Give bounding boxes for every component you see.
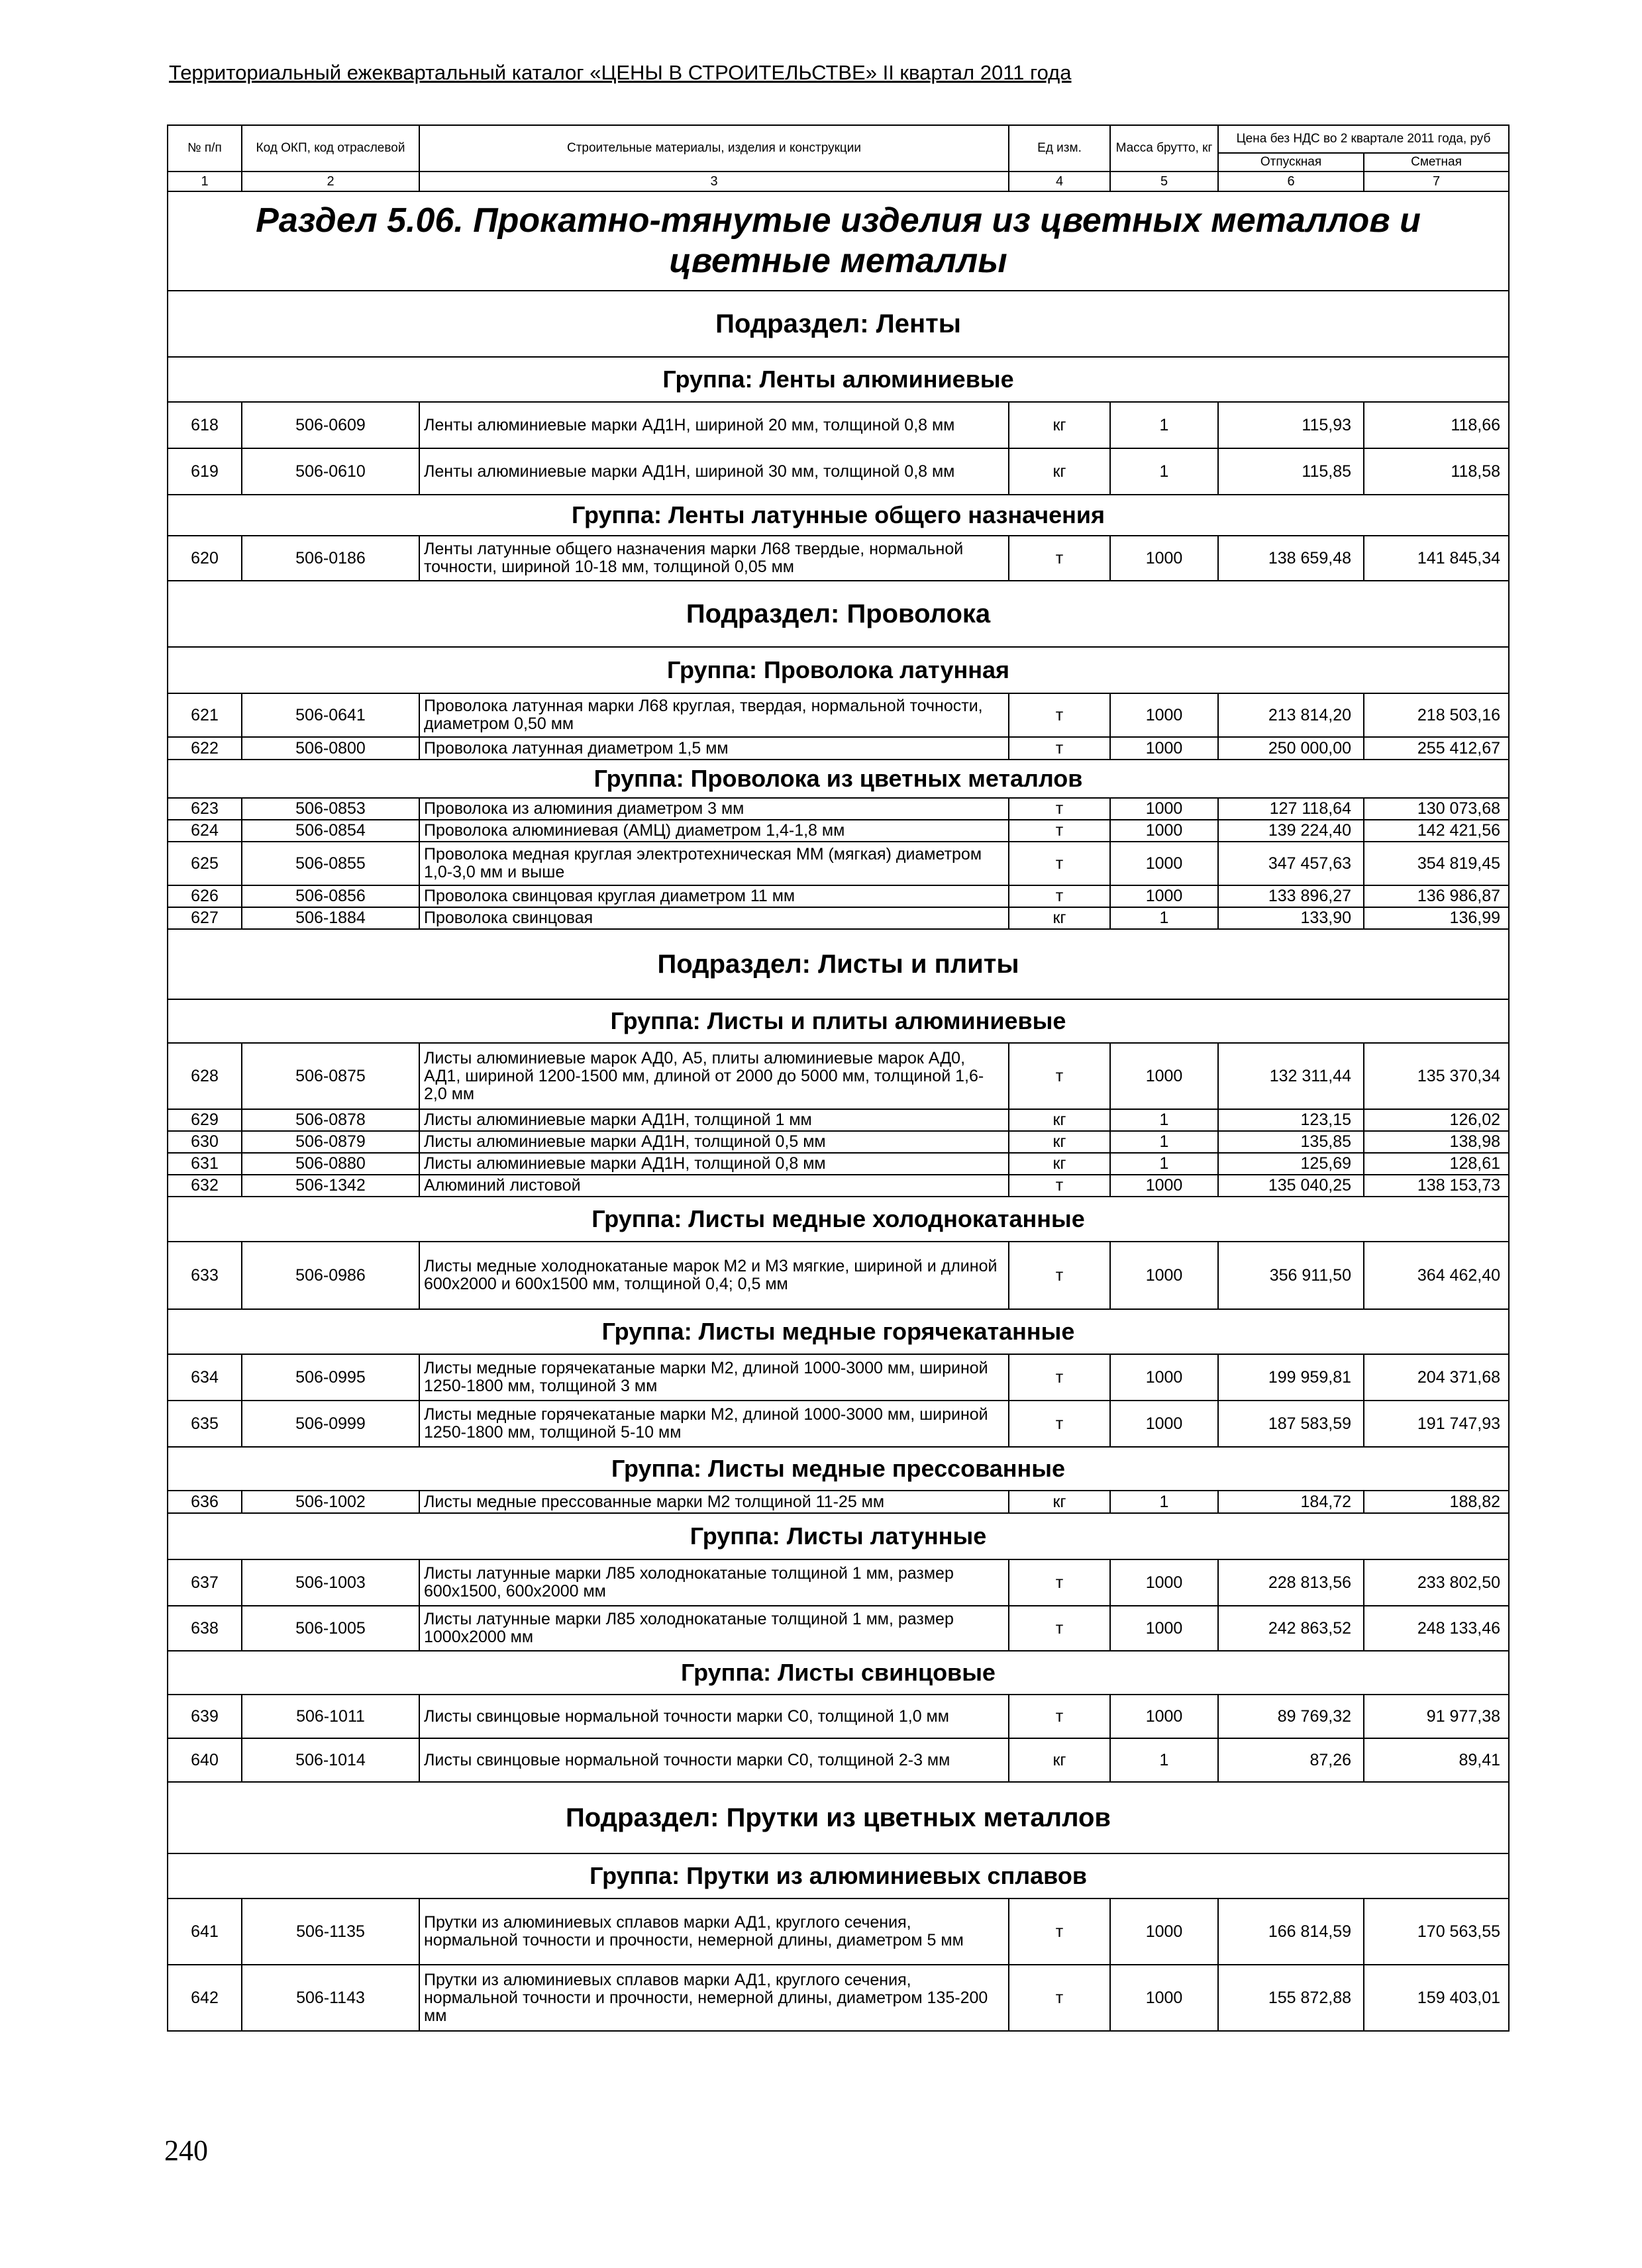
cell-name: Проволока свинцовая круглая диаметром 11 мм [419,885,1009,907]
cell-code: 506-0609 [242,402,419,448]
cell-name: Ленты латунные общего назначения марки Л68 твердые, нормальной точности, шириной 10-18 мм, толщиной 0,05 мм [419,536,1009,581]
cell-number: 632 [168,1175,242,1197]
cell-price-estimate: 136 986,87 [1364,885,1509,907]
cell-mass: 1 [1110,1109,1218,1131]
table-row [168,1965,1509,2031]
cell-price-estimate: 233 802,50 [1364,1559,1509,1606]
cell-price-estimate: 191 747,93 [1364,1401,1509,1447]
cell-code: 506-1011 [242,1695,419,1738]
subsection-title: Подраздел: Проволока [168,581,1509,647]
group-title: Группа: Листы медные горячекатанные [168,1309,1509,1354]
cell-name: Листы алюминиевые марки АД1Н, толщиной 0,5 мм [419,1131,1009,1153]
cell-unit: т [1009,1898,1110,1965]
group-row [168,1197,1509,1242]
cell-price-release: 155 872,88 [1218,1965,1364,2031]
header-price-estimate: Сметная [1364,153,1509,172]
column-number: 6 [1218,172,1364,191]
cell-code: 506-0854 [242,820,419,842]
cell-price-release: 133 896,27 [1218,885,1364,907]
cell-number: 622 [168,737,242,760]
cell-number: 629 [168,1109,242,1131]
cell-number: 642 [168,1965,242,2031]
cell-name: Листы алюминиевые марок АД0, А5, плиты алюминиевые марок АД0, АД1, шириной 1200-1500 мм, длиной от 2000 до 5000 мм, толщиной 1,6-2,0 мм [419,1043,1009,1109]
cell-mass: 1000 [1110,1354,1218,1401]
cell-code: 506-0641 [242,693,419,737]
cell-mass: 1000 [1110,536,1218,581]
cell-price-estimate: 135 370,34 [1364,1043,1509,1109]
page-header: Территориальный ежеквартальный каталог «ЦЕНЫ В СТРОИТЕЛЬСТВЕ» II квартал 2011 года [169,61,1072,84]
cell-mass: 1000 [1110,842,1218,885]
group-title: Группа: Листы свинцовые [168,1651,1509,1695]
table-row [168,1242,1509,1309]
cell-price-estimate: 118,58 [1364,448,1509,495]
cell-price-estimate: 138,98 [1364,1131,1509,1153]
column-number: 4 [1009,172,1110,191]
cell-code: 506-0875 [242,1043,419,1109]
table-row [168,693,1509,737]
table-row [168,1109,1509,1131]
subsection-row [168,929,1509,999]
cell-number: 640 [168,1738,242,1782]
cell-number: 625 [168,842,242,885]
cell-number: 631 [168,1153,242,1175]
column-number: 3 [419,172,1009,191]
table-row [168,842,1509,885]
cell-mass: 1000 [1110,1898,1218,1965]
header-code: Код ОКП, код отраслевой [242,125,419,172]
cell-price-release: 135,85 [1218,1131,1364,1153]
cell-number: 628 [168,1043,242,1109]
cell-name: Проволока медная круглая электротехническая ММ (мягкая) диаметром 1,0-3,0 мм и выше [419,842,1009,885]
cell-price-estimate: 118,66 [1364,402,1509,448]
cell-price-release: 132 311,44 [1218,1043,1364,1109]
cell-mass: 1000 [1110,1043,1218,1109]
column-number: 7 [1364,172,1509,191]
cell-mass: 1000 [1110,1242,1218,1309]
cell-number: 618 [168,402,242,448]
cell-unit: т [1009,1354,1110,1401]
cell-code: 506-1002 [242,1491,419,1513]
group-row [168,647,1509,693]
group-title: Группа: Прутки из алюминиевых сплавов [168,1853,1509,1898]
cell-price-release: 187 583,59 [1218,1401,1364,1447]
table-row [168,1175,1509,1197]
cell-price-estimate: 138 153,73 [1364,1175,1509,1197]
cell-number: 620 [168,536,242,581]
cell-price-release: 356 911,50 [1218,1242,1364,1309]
column-number: 2 [242,172,419,191]
cell-code: 506-1014 [242,1738,419,1782]
cell-number: 623 [168,798,242,820]
group-title: Группа: Проволока латунная [168,647,1509,693]
cell-number: 639 [168,1695,242,1738]
subsection-title: Подраздел: Прутки из цветных металлов [168,1782,1509,1853]
cell-name: Листы медные горячекатаные марки М2, длиной 1000-3000 мм, шириной 1250-1800 мм, толщиной 3 мм [419,1354,1009,1401]
cell-price-estimate: 204 371,68 [1364,1354,1509,1401]
header-price-release: Отпускная [1218,153,1364,172]
cell-price-release: 133,90 [1218,907,1364,929]
cell-price-release: 89 769,32 [1218,1695,1364,1738]
cell-code: 506-0800 [242,737,419,760]
table-row [168,1153,1509,1175]
cell-price-release: 213 814,20 [1218,693,1364,737]
cell-unit: т [1009,1043,1110,1109]
table-row [168,1606,1509,1651]
cell-price-release: 87,26 [1218,1738,1364,1782]
header-no: № п/п [168,125,242,172]
group-row [168,1447,1509,1491]
group-title: Группа: Листы медные прессованные [168,1447,1509,1491]
cell-number: 624 [168,820,242,842]
table-row [168,402,1509,448]
cell-price-estimate: 364 462,40 [1364,1242,1509,1309]
cell-unit: кг [1009,1738,1110,1782]
cell-price-release: 125,69 [1218,1153,1364,1175]
table-row [168,737,1509,760]
cell-name: Листы латунные марки Л85 холоднокатаные толщиной 1 мм, размер 600х1500, 600х2000 мм [419,1559,1009,1606]
table-row [168,885,1509,907]
table-row [168,448,1509,495]
table-row [168,1738,1509,1782]
cell-code: 506-1135 [242,1898,419,1965]
cell-unit: т [1009,842,1110,885]
subsection-title: Подраздел: Листы и плиты [168,929,1509,999]
cell-price-release: 115,85 [1218,448,1364,495]
cell-unit: т [1009,820,1110,842]
cell-name: Листы свинцовые нормальной точности марки С0, толщиной 2-3 мм [419,1738,1009,1782]
cell-name: Проволока алюминиевая (АМЦ) диаметром 1,4-1,8 мм [419,820,1009,842]
cell-price-estimate: 170 563,55 [1364,1898,1509,1965]
cell-name: Листы медные горячекатаные марки М2, длиной 1000-3000 мм, шириной 1250-1800 мм, толщиной 5-10 мм [419,1401,1009,1447]
cell-price-estimate: 159 403,01 [1364,1965,1509,2031]
group-title: Группа: Ленты латунные общего назначения [168,495,1509,536]
column-number: 5 [1110,172,1218,191]
cell-number: 633 [168,1242,242,1309]
cell-mass: 1000 [1110,737,1218,760]
cell-number: 630 [168,1131,242,1153]
cell-unit: т [1009,1242,1110,1309]
cell-unit: т [1009,885,1110,907]
section-row [168,191,1509,291]
cell-mass: 1000 [1110,885,1218,907]
cell-name: Алюминий листовой [419,1175,1009,1197]
cell-number: 636 [168,1491,242,1513]
group-row [168,1651,1509,1695]
cell-code: 506-0856 [242,885,419,907]
cell-name: Проволока латунная марки Л68 круглая, твердая, нормальной точности, диаметром 0,50 мм [419,693,1009,737]
group-row [168,1513,1509,1559]
cell-mass: 1 [1110,1738,1218,1782]
cell-name: Листы алюминиевые марки АД1Н, толщиной 1 мм [419,1109,1009,1131]
cell-name: Проволока из алюминия диаметром 3 мм [419,798,1009,820]
table-row [168,1043,1509,1109]
cell-name: Прутки из алюминиевых сплавов марки АД1, круглого сечения, нормальной точности и прочности, немерной длины, диаметром 5 мм [419,1898,1009,1965]
cell-code: 506-1884 [242,907,419,929]
header-mass: Масса брутто, кг [1110,125,1218,172]
column-number-row [168,172,1509,191]
cell-unit: т [1009,1401,1110,1447]
cell-name: Ленты алюминиевые марки АД1Н, шириной 30 мм, толщиной 0,8 мм [419,448,1009,495]
cell-code: 506-0995 [242,1354,419,1401]
cell-unit: т [1009,798,1110,820]
table-row [168,820,1509,842]
cell-price-release: 115,93 [1218,402,1364,448]
cell-price-release: 166 814,59 [1218,1898,1364,1965]
header-price: Цена без НДС во 2 квартале 2011 года, руб [1218,125,1509,153]
subsection-row [168,1782,1509,1853]
table-row [168,798,1509,820]
cell-number: 619 [168,448,242,495]
cell-name: Листы свинцовые нормальной точности марки С0, толщиной 1,0 мм [419,1695,1009,1738]
cell-code: 506-0879 [242,1131,419,1153]
cell-mass: 1000 [1110,1965,1218,2031]
cell-price-estimate: 141 845,34 [1364,536,1509,581]
cell-code: 506-1005 [242,1606,419,1651]
cell-price-estimate: 91 977,38 [1364,1695,1509,1738]
cell-mass: 1000 [1110,820,1218,842]
cell-price-release: 199 959,81 [1218,1354,1364,1401]
group-title: Группа: Листы и плиты алюминиевые [168,999,1509,1043]
cell-mass: 1000 [1110,1401,1218,1447]
group-title: Группа: Проволока из цветных металлов [168,760,1509,798]
cell-price-estimate: 248 133,46 [1364,1606,1509,1651]
cell-mass: 1000 [1110,798,1218,820]
cell-unit: т [1009,1695,1110,1738]
cell-unit: кг [1009,1153,1110,1175]
cell-unit: кг [1009,1131,1110,1153]
cell-price-estimate: 130 073,68 [1364,798,1509,820]
cell-unit: кг [1009,448,1110,495]
cell-mass: 1 [1110,907,1218,929]
cell-unit: кг [1009,402,1110,448]
cell-mass: 1 [1110,1491,1218,1513]
cell-unit: кг [1009,1109,1110,1131]
cell-name: Листы латунные марки Л85 холоднокатаные толщиной 1 мм, размер 1000х2000 мм [419,1606,1009,1651]
cell-unit: т [1009,1175,1110,1197]
cell-unit: т [1009,1606,1110,1651]
cell-unit: кг [1009,1491,1110,1513]
table-row [168,1559,1509,1606]
cell-code: 506-0999 [242,1401,419,1447]
cell-mass: 1 [1110,448,1218,495]
group-row [168,357,1509,402]
cell-code: 506-0853 [242,798,419,820]
cell-number: 641 [168,1898,242,1965]
column-number: 1 [168,172,242,191]
cell-mass: 1000 [1110,1175,1218,1197]
cell-price-release: 228 813,56 [1218,1559,1364,1606]
group-title: Группа: Листы медные холоднокатанные [168,1197,1509,1242]
cell-name: Листы медные холоднокатаные марок М2 и М3 мягкие, шириной и длиной 600х2000 и 600х1500 мм, толщиной 0,4; 0,5 мм [419,1242,1009,1309]
cell-price-estimate: 218 503,16 [1364,693,1509,737]
group-row [168,1309,1509,1354]
cell-code: 506-1003 [242,1559,419,1606]
table-row [168,1898,1509,1965]
cell-code: 506-0878 [242,1109,419,1131]
section-title: Раздел 5.06. Прокатно-тянутые изделия из цветных металлов и цветные металлы [168,191,1509,291]
cell-code: 506-1143 [242,1965,419,2031]
cell-code: 506-0880 [242,1153,419,1175]
cell-mass: 1000 [1110,1606,1218,1651]
table-row [168,1695,1509,1738]
cell-price-release: 138 659,48 [1218,536,1364,581]
cell-unit: т [1009,536,1110,581]
cell-price-estimate: 142 421,56 [1364,820,1509,842]
cell-mass: 1000 [1110,1695,1218,1738]
table-row [168,1131,1509,1153]
group-row [168,999,1509,1043]
cell-mass: 1 [1110,402,1218,448]
cell-mass: 1 [1110,1131,1218,1153]
cell-price-release: 250 000,00 [1218,737,1364,760]
cell-name: Прутки из алюминиевых сплавов марки АД1, круглого сечения, нормальной точности и прочности, немерной длины, диаметром 135-200 мм [419,1965,1009,2031]
group-title: Группа: Листы латунные [168,1513,1509,1559]
cell-price-release: 139 224,40 [1218,820,1364,842]
cell-price-release: 135 040,25 [1218,1175,1364,1197]
header-unit: Ед изм. [1009,125,1110,172]
cell-unit: т [1009,1559,1110,1606]
subsection-row [168,581,1509,647]
cell-code: 506-0610 [242,448,419,495]
cell-mass: 1000 [1110,1559,1218,1606]
cell-name: Листы медные прессованные марки М2 толщиной 11-25 мм [419,1491,1009,1513]
header-name: Строительные материалы, изделия и конструкции [419,125,1009,172]
cell-name: Листы алюминиевые марки АД1Н, толщиной 0,8 мм [419,1153,1009,1175]
cell-code: 506-0855 [242,842,419,885]
cell-code: 506-1342 [242,1175,419,1197]
group-row [168,1853,1509,1898]
cell-code: 506-0186 [242,536,419,581]
cell-mass: 1 [1110,1153,1218,1175]
table-row [168,907,1509,929]
cell-price-estimate: 128,61 [1364,1153,1509,1175]
cell-number: 635 [168,1401,242,1447]
table-row [168,1354,1509,1401]
cell-price-release: 242 863,52 [1218,1606,1364,1651]
table-row [168,1491,1509,1513]
group-title: Группа: Ленты алюминиевые [168,357,1509,402]
cell-price-release: 347 457,63 [1218,842,1364,885]
cell-number: 626 [168,885,242,907]
cell-price-estimate: 188,82 [1364,1491,1509,1513]
subsection-title: Подраздел: Ленты [168,291,1509,357]
cell-name: Проволока латунная диаметром 1,5 мм [419,737,1009,760]
cell-price-estimate: 136,99 [1364,907,1509,929]
cell-price-estimate: 255 412,67 [1364,737,1509,760]
cell-number: 634 [168,1354,242,1401]
subsection-row [168,291,1509,357]
group-row [168,495,1509,536]
cell-number: 637 [168,1559,242,1606]
cell-price-release: 127 118,64 [1218,798,1364,820]
cell-mass: 1000 [1110,693,1218,737]
cell-unit: кг [1009,907,1110,929]
table-row [168,536,1509,581]
cell-code: 506-0986 [242,1242,419,1309]
cell-unit: т [1009,693,1110,737]
cell-price-release: 184,72 [1218,1491,1364,1513]
cell-price-estimate: 354 819,45 [1364,842,1509,885]
page-number: 240 [164,2134,208,2167]
group-row [168,760,1509,798]
cell-name: Ленты алюминиевые марки АД1Н, шириной 20 мм, толщиной 0,8 мм [419,402,1009,448]
cell-number: 638 [168,1606,242,1651]
cell-number: 621 [168,693,242,737]
cell-name: Проволока свинцовая [419,907,1009,929]
price-table [167,124,1510,2032]
cell-unit: т [1009,1965,1110,2031]
cell-price-estimate: 126,02 [1364,1109,1509,1131]
cell-number: 627 [168,907,242,929]
cell-price-estimate: 89,41 [1364,1738,1509,1782]
table-row [168,1401,1509,1447]
cell-unit: т [1009,737,1110,760]
cell-price-release: 123,15 [1218,1109,1364,1131]
